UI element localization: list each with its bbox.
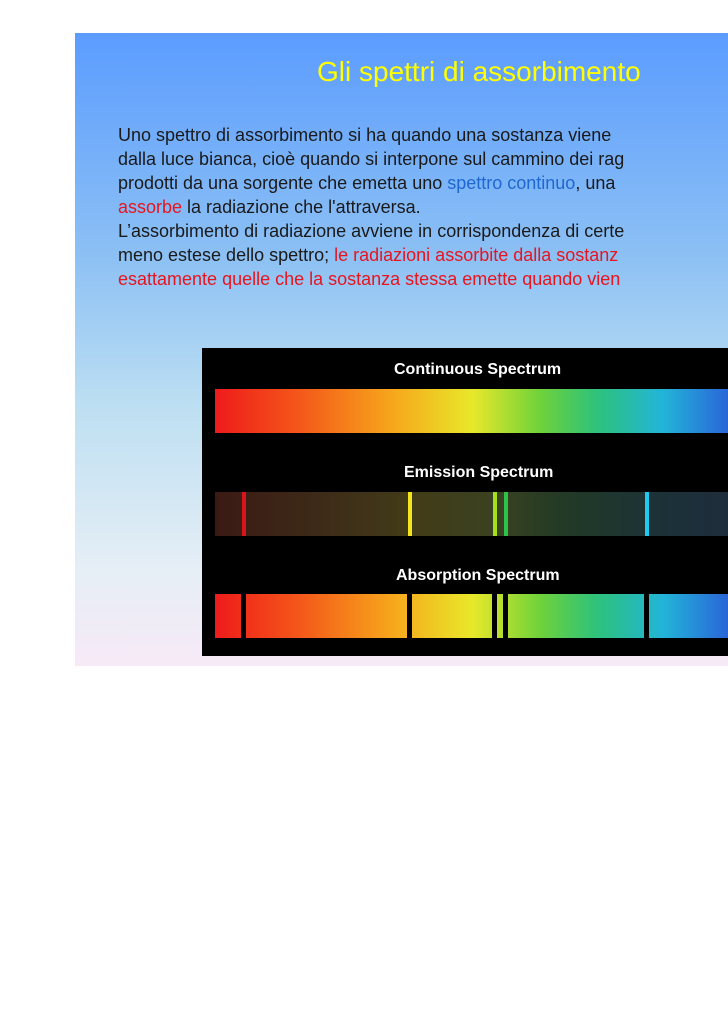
text-line: dalla luce bianca, cioè quando si interpone sul cammino dei rag <box>118 149 625 169</box>
absorption-line <box>503 594 508 638</box>
text-span: la radiazione che l'attraversa. <box>182 197 421 217</box>
text-line <box>118 243 728 267</box>
continuous-spectrum-label: Continuous Spectrum <box>394 361 562 378</box>
slide <box>75 33 728 666</box>
paragraph-absorption-definition <box>118 123 728 219</box>
emission-line-green <box>504 492 508 536</box>
text-span: , una <box>575 173 616 193</box>
text-line: L’assorbimento di radiazione avviene in corrispondenza di certe <box>118 221 625 241</box>
slide-title: Gli spettri di assorbimento <box>317 56 641 87</box>
highlight-absorbed-radiation: le radiazioni assorbite dalla sostanz <box>334 245 619 265</box>
emission-line-cyan <box>645 492 649 536</box>
text-line: esattamente quelle che la sostanza stessa emette quando vien <box>118 269 621 289</box>
absorption-line <box>492 594 497 638</box>
text-line: Uno spettro di assorbimento si ha quando una sostanza viene <box>118 125 612 145</box>
text-span: meno estese dello spettro; <box>118 245 335 265</box>
emission-spectrum-band <box>215 492 728 536</box>
absorption-line <box>644 594 649 638</box>
spectra-figure <box>202 348 728 656</box>
emission-line-green <box>493 492 497 536</box>
text-span: prodotti da una sorgente che emetta uno <box>118 173 448 193</box>
absorption-line <box>241 594 246 638</box>
absorption-spectrum-band <box>215 594 728 638</box>
text-line <box>118 171 728 195</box>
highlight-assorbe: assorbe <box>118 197 183 217</box>
text-line <box>118 195 728 219</box>
continuous-spectrum-band <box>215 389 728 433</box>
absorption-line <box>407 594 412 638</box>
emission-spectrum-label: Emission Spectrum <box>404 464 554 481</box>
absorption-spectrum-label: Absorption Spectrum <box>396 567 560 584</box>
emission-line-yellow <box>408 492 412 536</box>
highlight-continuous-spectrum: spettro continuo <box>447 173 576 193</box>
paragraph-absorption-regions <box>118 219 728 291</box>
emission-line-red <box>242 492 246 536</box>
